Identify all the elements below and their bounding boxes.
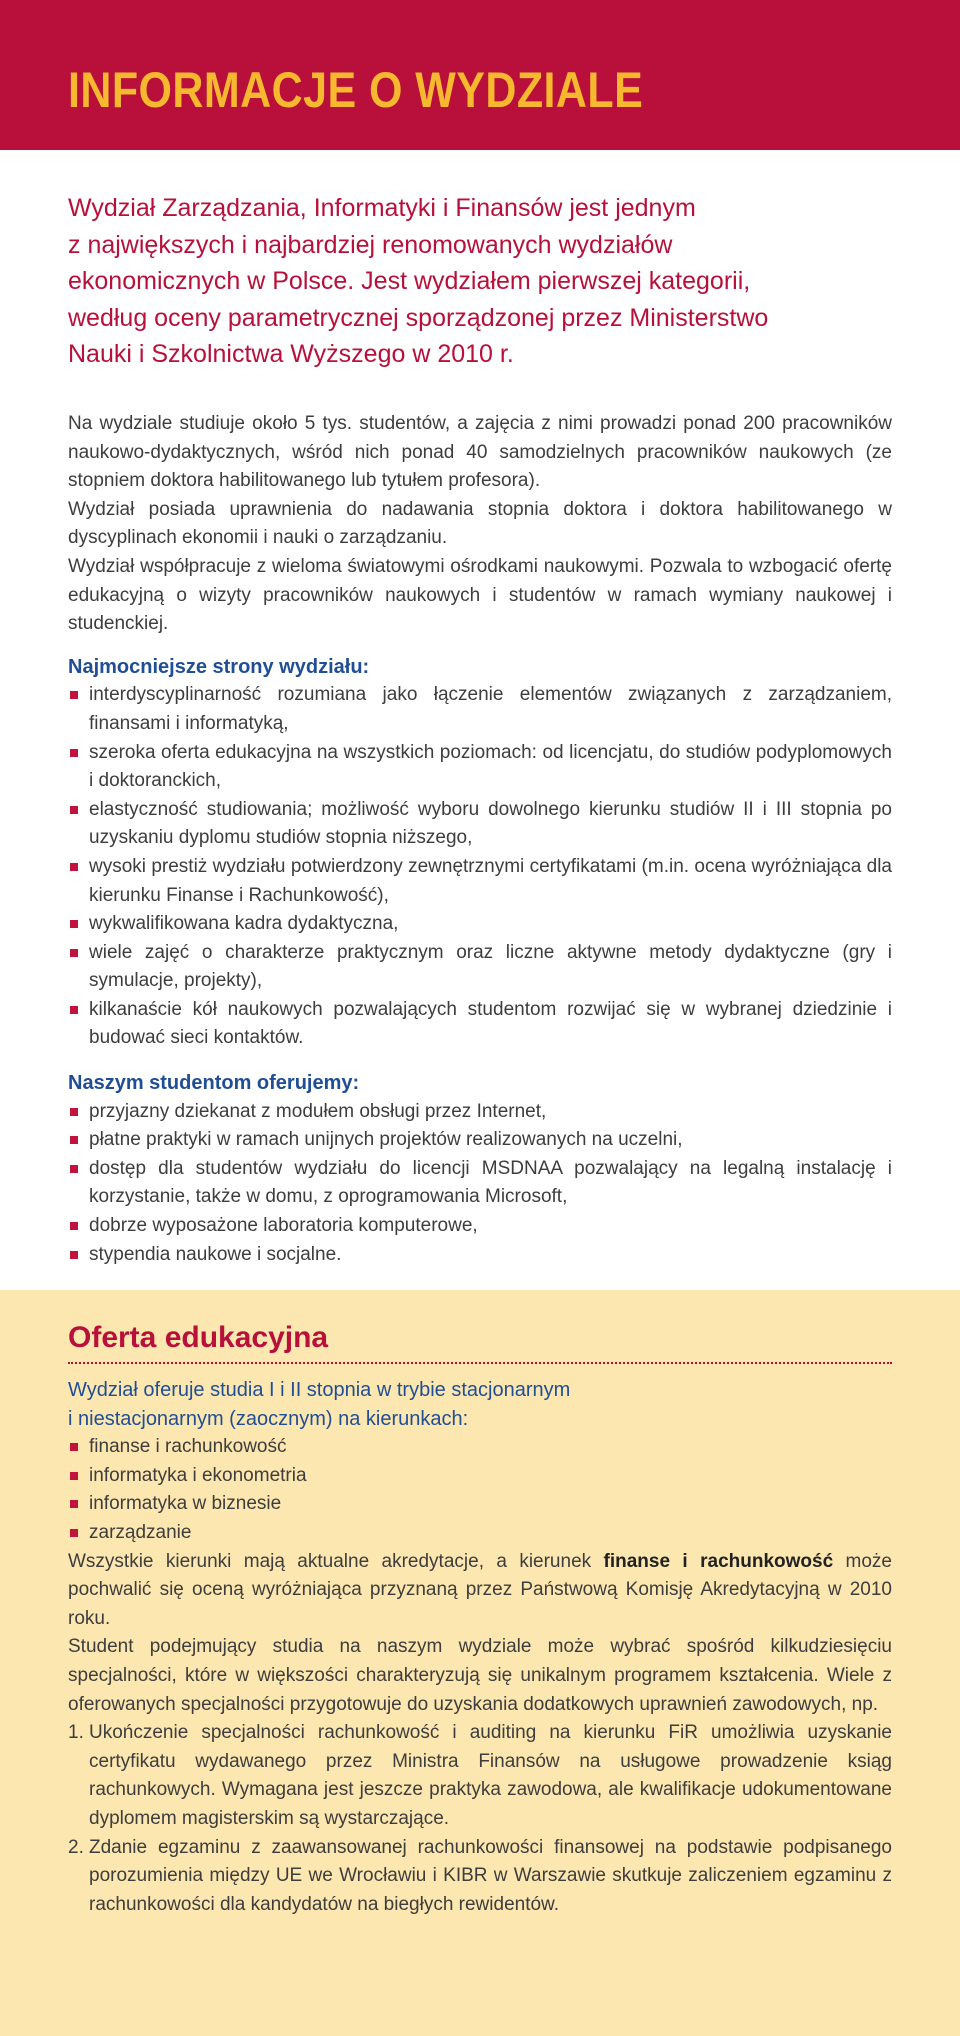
education-offer-subtitle (68, 1376, 892, 1433)
list-item: dobrze wyposażone laboratoria komputerowe, (68, 1212, 892, 1241)
list-item: wysoki prestiż wydziału potwierdzony zewnętrznymi certyfikatami (m.in. ocena wyróżniająca dla kierunku Finanse i Rachunkowość), (68, 853, 892, 910)
strengths-list (68, 681, 892, 1053)
list-item: wiele zajęć o charakterze praktycznym oraz liczne aktywne metody dydaktyczne (gry i symulacje, projekty), (68, 939, 892, 996)
accreditation-paragraph: Wszystkie kierunki mają aktualne akredytacje, a kierunek finanse i rachunkowość może pochwalić się oceną wyróżniająca przyznaną przez Państwową Komisję Akredytacyjną w 2010 roku. (68, 1550, 892, 1629)
list-item: przyjazny dziekanat z modułem obsługi przez Internet, (68, 1098, 892, 1127)
qualifications-list (68, 1719, 892, 1919)
item-number: 1. (68, 1722, 84, 1744)
list-item: kilkanaście kół naukowych pozwalających studentom rozwijać się w wybranej dziedzinie i budować sieci kontaktów. (68, 996, 892, 1053)
list-item: finanse i rachunkowość (68, 1433, 892, 1462)
intro-line: Nauki i Szkolnictwa Wyższego w 2010 r. (68, 340, 514, 368)
list-item: informatyka i ekonometria (68, 1462, 892, 1491)
header-banner (0, 0, 960, 150)
list-item (68, 1834, 892, 1920)
list-item: elastyczność studiowania; możliwość wyboru dowolnego kierunku studiów II i III stopnia po uzyskaniu dyplomu studiów stopnia niższego, (68, 796, 892, 853)
fields-of-study-list (68, 1433, 892, 1547)
subtitle-line: i niestacjonarnym (zaocznym) na kierunkach: (68, 1407, 469, 1430)
list-item (68, 1719, 892, 1833)
item-text: Ukończenie specjalności rachunkowość i auditing na kierunku FiR umożliwia uzyskanie certyfikatu wydawanego przez Ministra Finansów na usługowe prowadzenie ksiąg rachunkowych. Wymagana jest jeszcze praktyka zawodowa, ale kwalifikacje udokumentowane dyplomem magisterskim są wystarczające. (89, 1722, 892, 1829)
item-text: Zdanie egzaminu z zaawansowanej rachunkowości finansowej na podstawie podpisanego porozumienia między UE we Wrocławiu i KIBR w Warszawie skutkuje zaliczeniem egzaminu z rachunkowości dla kandydatów na biegłych rewidentów. (89, 1836, 892, 1915)
page-title: INFORMACJE O WYDZIALE (68, 62, 644, 118)
list-item: płatne praktyki w ramach unijnych projektów realizowanych na uczelni, (68, 1126, 892, 1155)
specializations-paragraph: Student podejmujący studia na naszym wydziale może wybrać spośród kilkudziesięciu specjalności, które w większości charakteryzują się unikalnym programem kształcenia. Wiele z oferowanych specjalności przygotowuje do uzyskania dodatkowych uprawnień zawodowych, np. (68, 1636, 892, 1715)
education-offer-heading: Oferta edukacyjna (68, 1318, 892, 1364)
body-paragraph-cooperation: Wydział współpracuje z wieloma światowymi ośrodkami naukowymi. Pozwala to wzbogacić ofertę edukacyjną o wizyty pracowników naukowych i studentów w ramach wymiany naukowej i studenckiej. (68, 555, 892, 635)
subtitle-line: Wydział oferuje studia I i II stopnia w trybie stacjonarnym (68, 1379, 571, 1401)
offers-heading: Naszym studentom oferujemy: (68, 1072, 360, 1095)
intro-line: ekonomicznych w Polsce. Jest wydziałem pierwszej kategorii, (68, 267, 751, 295)
strengths-heading: Najmocniejsze strony wydziału: (68, 655, 370, 678)
list-item: zarządzanie (68, 1519, 892, 1548)
item-number: 2. (68, 1836, 84, 1858)
education-offer-section (0, 1290, 960, 2036)
list-item: interdyscyplinarność rozumiana jako łączenie elementów związanych z zarządzaniem, finansami i informatyką, (68, 681, 892, 738)
intro-line: Wydział Zarządzania, Informatyki i Finansów jest jednym (68, 194, 696, 222)
offers-list (68, 1098, 892, 1270)
list-item: informatyka w biznesie (68, 1490, 892, 1519)
intro-line: według oceny parametrycznej sporządzonej przez Ministerstwo (68, 303, 769, 332)
list-item: stypendia naukowe i socjalne. (68, 1241, 892, 1270)
accreditation-highlight: finanse i rachunkowość (603, 1550, 834, 1572)
list-item: wykwalifikowana kadra dydaktyczna, (68, 910, 892, 939)
main-content (68, 410, 892, 1269)
intro-line: z największych i najbardziej renomowanych wydziałów (68, 230, 673, 259)
list-item: szeroka oferta edukacyjna na wszystkich poziomach: od licencjatu, do studiów podyplomowych i doktoranckich, (68, 739, 892, 796)
intro-lead (68, 190, 928, 373)
list-item: dostęp dla studentów wydziału do licencji MSDNAA pozwalający na legalną instalację i korzystanie, także w domu, z oprogramowania Microsoft, (68, 1155, 892, 1212)
body-paragraph-students: Na wydziale studiuje około 5 tys. studentów, a zajęcia z nimi prowadzi ponad 200 pracowników naukowo-dydaktycznych, wśród nich ponad 40 samodzielnych pracowników naukowych (ze stopniem doktora habilitowanego lub tytułem profesora). (68, 413, 892, 492)
body-paragraph-rights: Wydział posiada uprawnienia do nadawania stopnia doktora i doktora habilitowanego w dyscyplinach ekonomii i nauki o zarządzaniu. (68, 498, 892, 549)
